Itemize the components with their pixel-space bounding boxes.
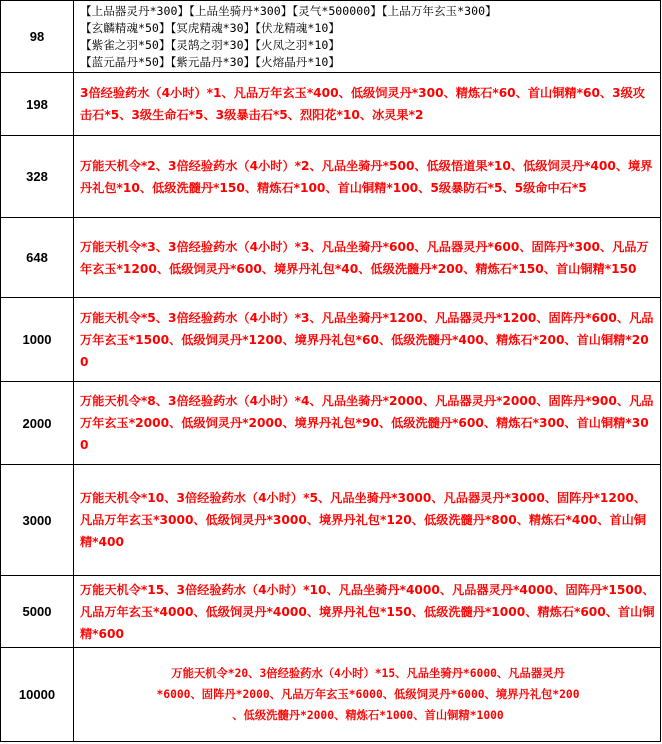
tier-rewards: 万能天机令*3、3倍经验药水（4小时）*3、凡品坐骑丹*600、凡品器灵丹*600、固阵丹*300、凡品万年玄玉*1200、低级饲灵丹*600、境界丹礼包*40、低级洗髓丹*200、精炼石*150、首山铜精*150 <box>74 218 661 298</box>
tier-amount: 2000 <box>1 382 74 465</box>
reward-line: 【紫雀之羽*50】【灵鹄之羽*30】【火凤之羽*10】 <box>80 37 340 52</box>
reward-line: 万能天机令*20、3倍经验药水（4小时）*15、凡品坐骑丹*6000、凡品器灵丹 <box>171 667 565 680</box>
tier-rewards: 3倍经验药水（4小时）*1、凡品万年玄玉*400、低级饲灵丹*300、精炼石*60、首山铜精*60、3级攻击石*5、3级生命石*5、3级暴击石*5、烈阳花*10、冰灵果*2 <box>74 73 661 136</box>
tier-rewards: 万能天机令*2、3倍经验药水（4小时）*2、凡品坐骑丹*500、低级悟道果*10、低级饲灵丹*400、境界丹礼包*10、低级洗髓丹*150、精炼石*100、首山铜精*100、5级暴防石*5、5级命中石*5 <box>74 136 661 218</box>
table-row <box>1 298 661 382</box>
table-row <box>1 465 661 576</box>
reward-line: 、低级洗髓丹*2000、精炼石*1000、首山铜精*1000 <box>232 709 504 722</box>
reward-line: *6000、固阵丹*2000、凡品万年玄玉*6000、低级饲灵丹*6000、境界丹礼包*200 <box>156 688 580 701</box>
tier-amount: 3000 <box>1 465 74 576</box>
tier-amount: 648 <box>1 218 74 298</box>
table-row <box>1 73 661 136</box>
table-row <box>1 576 661 648</box>
tier-rewards: 万能天机令*15、3倍经验药水（4小时）*10、凡品坐骑丹*4000、凡品器灵丹*4000、固阵丹*1500、凡品万年玄玉*4000、低级饲灵丹*4000、境界丹礼包*150、低级洗髓丹*1000、精炼石*600、首山铜精*600 <box>74 576 661 648</box>
table-row <box>1 382 661 465</box>
tier-rewards <box>74 648 661 742</box>
tier-rewards: 万能天机令*5、3倍经验药水（4小时）*3、凡品坐骑丹*1200、凡品器灵丹*1200、固阵丹*600、凡品万年玄玉*1500、低级饲灵丹*1200、境界丹礼包*60、低级洗髓丹*400、精炼石*200、首山铜精*200 <box>74 298 661 382</box>
tier-amount: 328 <box>1 136 74 218</box>
tier-rewards <box>74 1 661 73</box>
reward-line: 【上品器灵丹*300】【上品坐骑丹*300】【灵气*500000】【上品万年玄玉*300】 <box>80 3 497 18</box>
reward-line: 【玄麟精魂*50】【冥虎精魂*30】【伏龙精魂*10】 <box>80 20 340 35</box>
table-row <box>1 1 661 73</box>
tier-amount: 98 <box>1 1 74 73</box>
tier-rewards: 万能天机令*8、3倍经验药水（4小时）*4、凡品坐骑丹*2000、凡品器灵丹*2000、固阵丹*900、凡品万年玄玉*2000、低级饲灵丹*2000、境界丹礼包*90、低级洗髓丹*600、精炼石*300、首山铜精*300 <box>74 382 661 465</box>
table-row <box>1 218 661 298</box>
table-row <box>1 136 661 218</box>
table-row <box>1 648 661 742</box>
tier-amount: 10000 <box>1 648 74 742</box>
reward-line: 【蓝元晶丹*50】【紫元晶丹*30】【火熔晶丹*10】 <box>80 54 340 69</box>
tier-amount: 1000 <box>1 298 74 382</box>
tier-rewards: 万能天机令*10、3倍经验药水（4小时）*5、凡品坐骑丹*3000、凡品器灵丹*3000、固阵丹*1200、凡品万年玄玉*3000、低级饲灵丹*3000、境界丹礼包*120、低级洗髓丹*800、精炼石*400、首山铜精*400 <box>74 465 661 576</box>
tier-amount: 198 <box>1 73 74 136</box>
tier-amount: 5000 <box>1 576 74 648</box>
